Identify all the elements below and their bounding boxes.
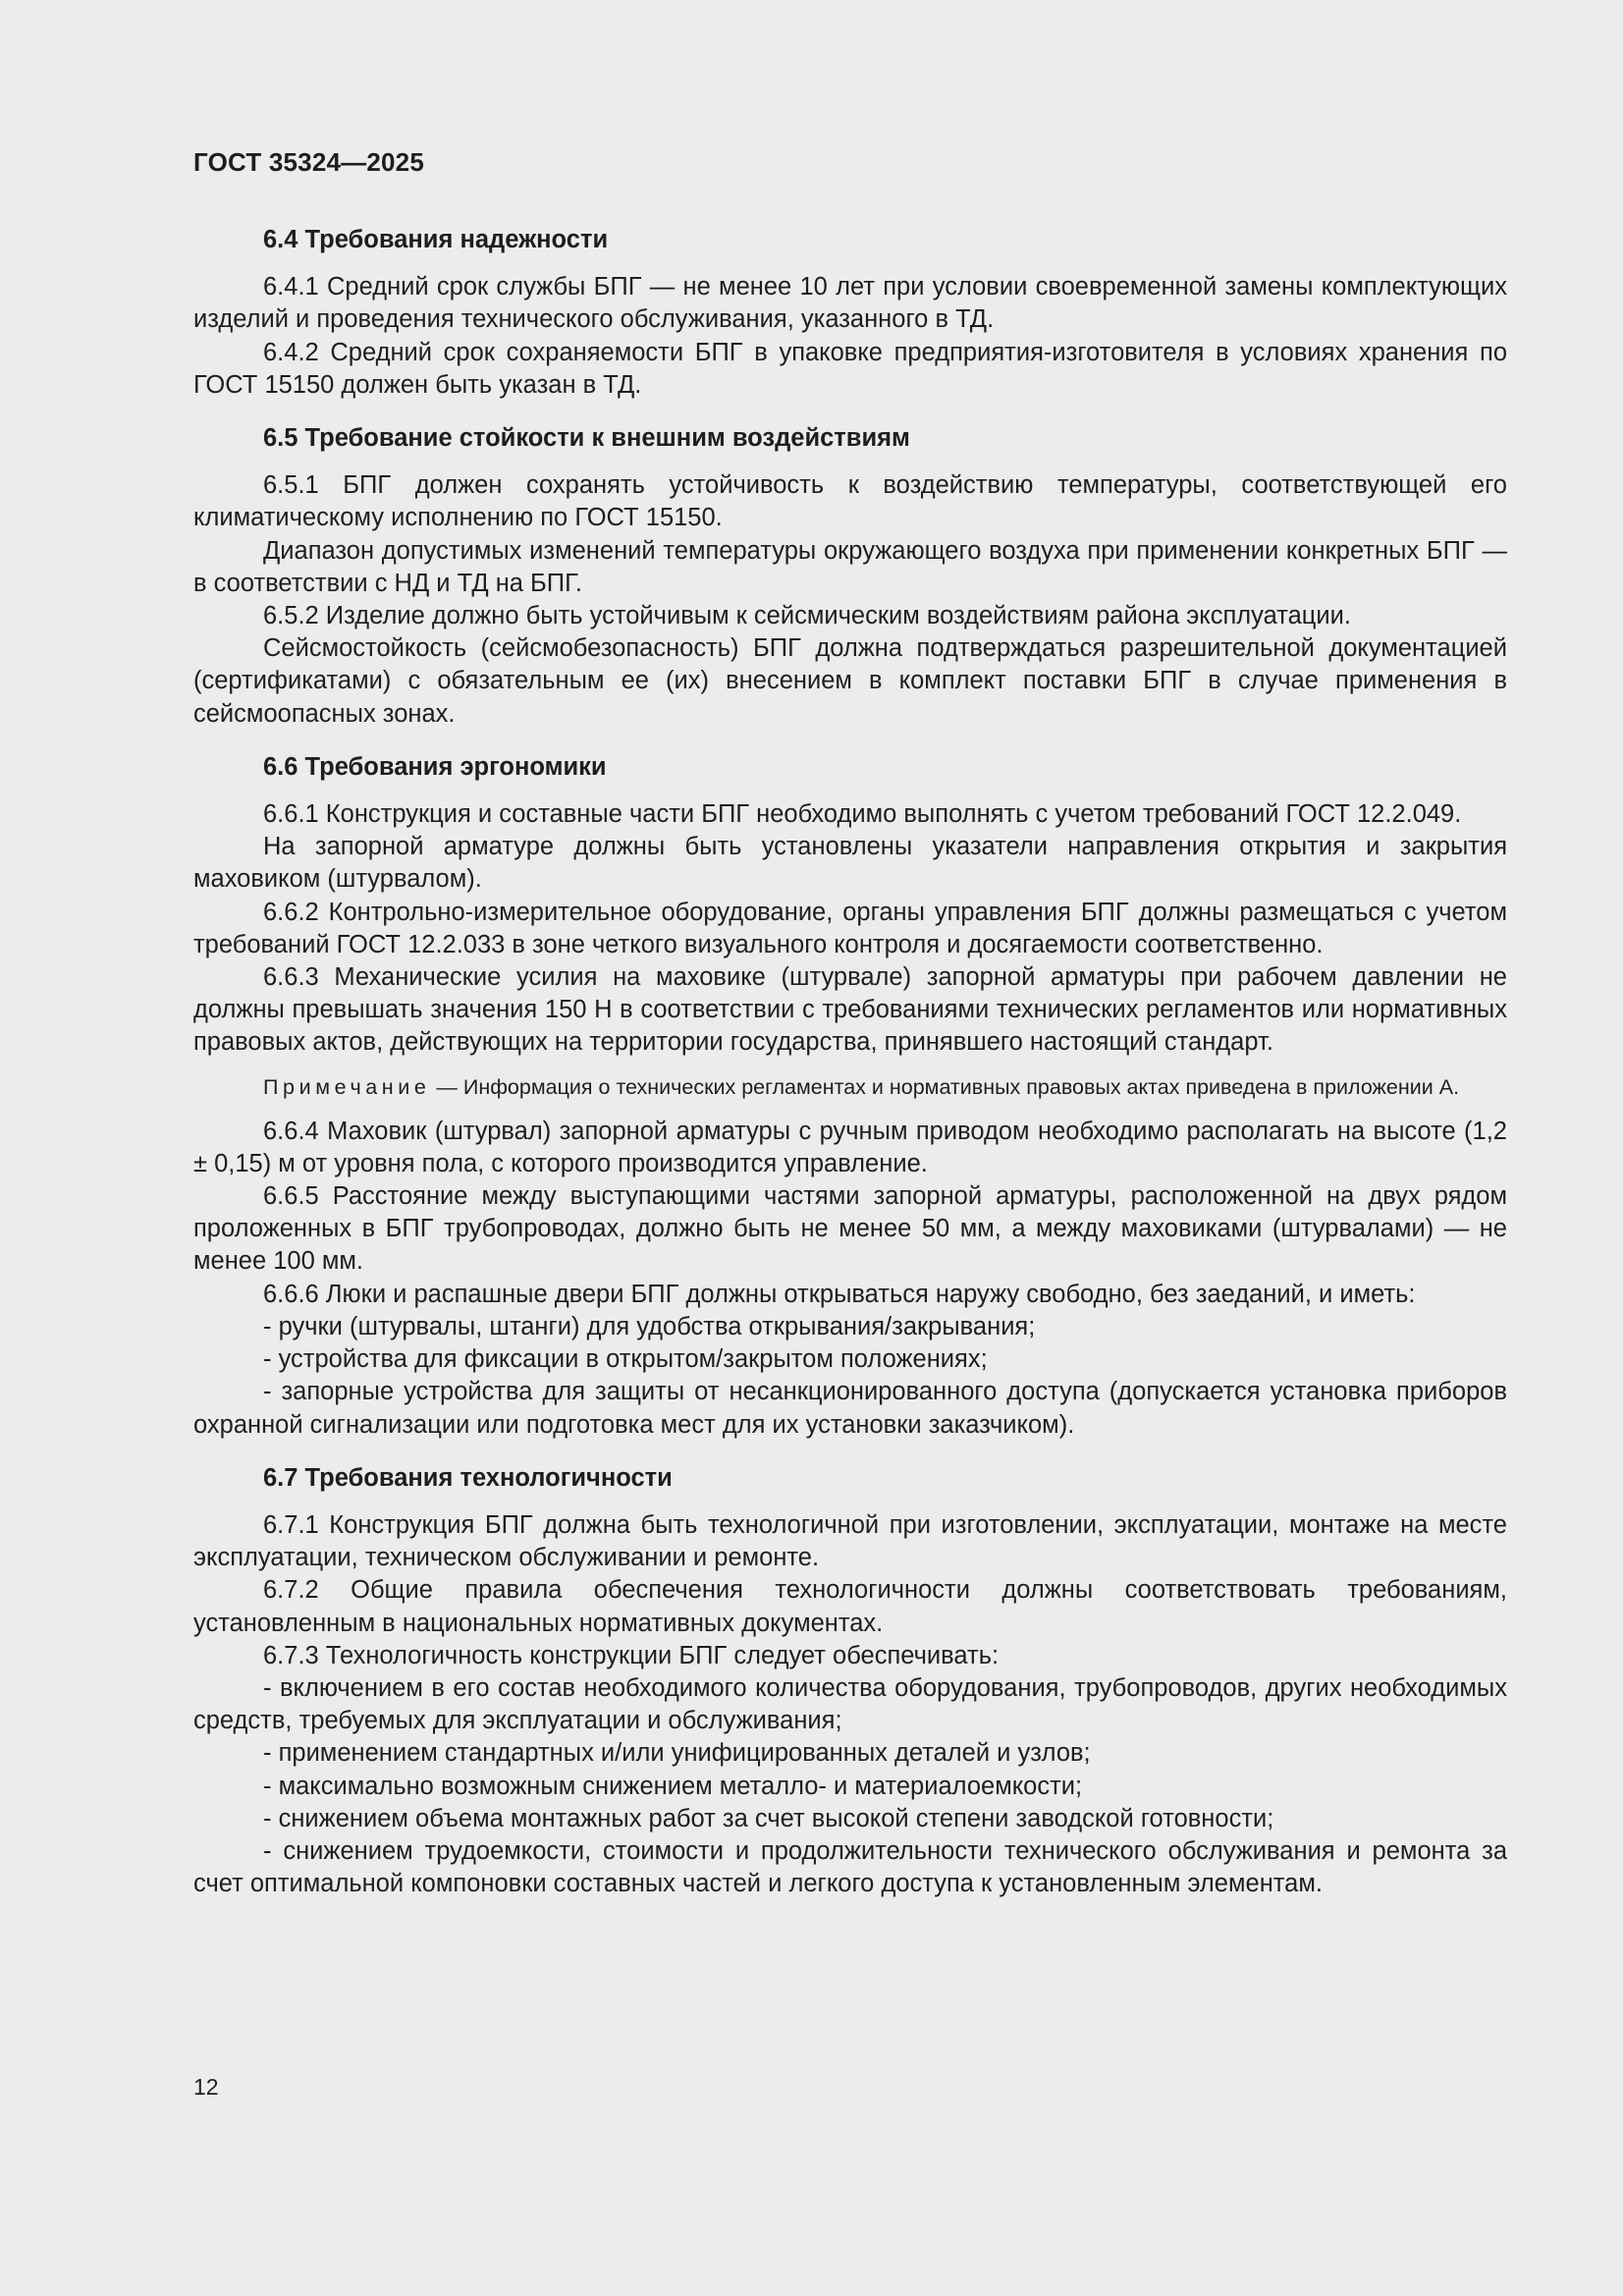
- paragraph-6-5-1-cont: Диапазон допустимых изменений температуры окружающего воздуха при применении конкретных БПГ — в соответствии с НД и ТД на БПГ.: [193, 536, 1507, 597]
- paragraph-6-6-2: 6.6.2 Контрольно-измерительное оборудование, органы управления БПГ должны размещаться с учетом требований ГОСТ 12.2.033 в зоне четкого визуального контроля и досягаемости соответственно.: [193, 898, 1507, 958]
- paragraph-6-7-1: 6.7.1 Конструкция БПГ должна быть технологичной при изготовлении, эксплуатации, монтаже на месте эксплуатации, техническом обслуживании и ремонте.: [193, 1510, 1507, 1572]
- paragraph-6-6-1: 6.6.1 Конструкция и составные части БПГ необходимо выполнять с учетом требований ГОСТ 12.2.049.: [263, 800, 1462, 829]
- paragraph-6-5-1: 6.5.1 БПГ должен сохранять устойчивость к воздействию температуры, соответствующей его климатическому исполнению по ГОСТ 15150.: [193, 471, 1507, 532]
- paragraph-6-6-5: 6.6.5 Расстояние между выступающими частями запорной арматуры, расположенной на двух рядом проложенных в БПГ трубопроводах, должно быть не менее 50 мм, а между маховиками (штурвалами) — не менее 100 мм.: [193, 1182, 1507, 1276]
- page-number: 12: [193, 2074, 219, 2100]
- document-id-header: ГОСТ 35324—2025: [193, 147, 424, 177]
- note-label: Примечание: [263, 1074, 431, 1099]
- paragraph-6-7-3: 6.7.3 Технологичность конструкции БПГ следует обеспечивать:: [263, 1641, 1000, 1669]
- paragraph-6-4-2: 6.4.2 Средний срок сохраняемости БПГ в упаковке предприятия-изготовителя в условиях хранения по ГОСТ 15150 должен быть указан в ТД.: [193, 338, 1507, 399]
- section-heading-6-7: 6.7 Требования технологичности: [263, 1463, 673, 1492]
- paragraph-6-4-1: 6.4.1 Средний срок службы БПГ — не менее 10 лет при условии своевременной замены комплектующих изделий и проведения технического обслуживания, указанного в ТД.: [193, 273, 1507, 334]
- section-heading-6-4: 6.4 Требования надежности: [263, 226, 609, 253]
- paragraph-6-5-2: 6.5.2 Изделие должно быть устойчивым к сейсмическим воздействиям района эксплуатации.: [263, 602, 1351, 630]
- section-heading-6-6: 6.6 Требования эргономики: [263, 752, 607, 781]
- page-content: [193, 224, 1507, 1900]
- list-item: - включением в его состав необходимого количества оборудования, трубопроводов, других необходимых средств, требуемых для эксплуатации и обслуживания;: [193, 1673, 1507, 1735]
- list-item: - устройства для фиксации в открытом/закрытом положениях;: [263, 1345, 988, 1374]
- list-item: - снижением объема монтажных работ за счет высокой степени заводской готовности;: [263, 1804, 1274, 1832]
- paragraph-6-6-1-cont: На запорной арматуре должны быть установлены указатели направления открытия и закрытия маховиком (штурвалом).: [193, 833, 1507, 894]
- paragraph-6-6-3: 6.6.3 Механические усилия на маховике (штурвале) запорной арматуры при рабочем давлении не должны превышать значения 150 Н в соответствии с требованиями технических регламентов или нормативных правовых актов, действующих на территории государства, принявшего настоящий стандарт.: [193, 963, 1507, 1057]
- paragraph-6-7-2: 6.7.2 Общие правила обеспечения технологичности должны соответствовать требованиям, установленным в национальных нормативных документах.: [193, 1576, 1507, 1637]
- paragraph-6-5-2-cont: Сейсмостойкость (сейсмобезопасность) БПГ должна подтверждаться разрешительной документацией (сертификатами) с обязательным ее (их) внесением в комплект поставки БПГ в случае применения в сейсмоопасных зонах.: [193, 634, 1507, 728]
- note: [193, 1073, 1507, 1102]
- note-text: — Информация о технических регламентах и нормативных правовых актах приведена в приложении А.: [430, 1074, 1460, 1099]
- paragraph-6-6-6: 6.6.6 Люки и распашные двери БПГ должны открываться наружу свободно, без заеданий, и иметь:: [263, 1280, 1416, 1308]
- list-item: - максимально возможным снижением металло- и материалоемкости;: [263, 1772, 1083, 1800]
- list-item: - применением стандартных и/или унифицированных деталей и узлов;: [263, 1739, 1091, 1768]
- paragraph-6-6-4: 6.6.4 Маховик (штурвал) запорной арматуры с ручным приводом необходимо располагать на высоте (1,2 ± 0,15) м от уровня пола, с которого производится управление.: [193, 1117, 1507, 1177]
- list-item: - запорные устройства для защиты от несанкционированного доступа (допускается установка приборов охранной сигнализации или подготовка мест для их установки заказчиком).: [193, 1378, 1507, 1439]
- list-item: - снижением трудоемкости, стоимости и продолжительности технического обслуживания и ремонта за счет оптимальной компоновки составных частей и легкого доступа к установленным элементам.: [193, 1836, 1507, 1898]
- list-item: - ручки (штурвалы, штанги) для удобства открывания/закрывания;: [263, 1312, 1036, 1340]
- section-heading-6-5: 6.5 Требование стойкости к внешним воздействиям: [263, 424, 910, 453]
